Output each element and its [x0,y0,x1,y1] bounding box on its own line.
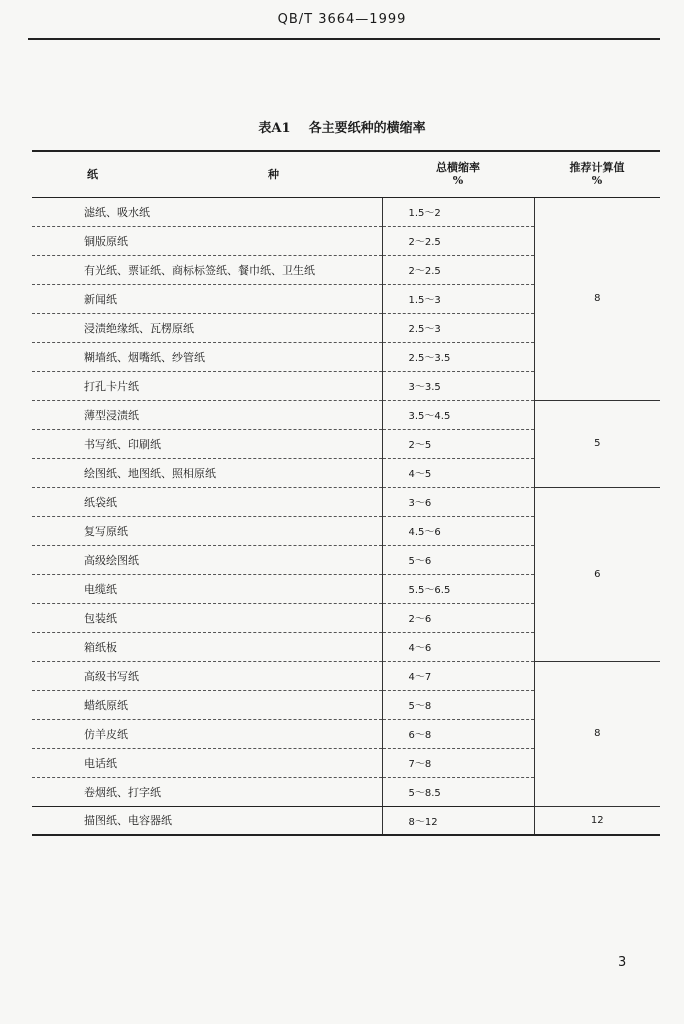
shrinkage-cell: 1.5～2 [382,197,534,226]
table-row [32,806,660,835]
paper-type-cell: 蜡纸原纸 [32,690,382,719]
table-row [32,400,660,429]
header-paper-type-char1: 纸 [87,167,98,181]
paper-type-cell: 有光纸、票证纸、商标标签纸、餐巾纸、卫生纸 [32,255,382,284]
header-recommended-value-label: 推荐计算值 [569,161,625,175]
paper-type-cell: 打孔卡片纸 [32,371,382,400]
shrinkage-cell: 3.5～4.5 [382,400,534,429]
table-caption [0,117,684,136]
paper-type-cell: 描图纸、电容器纸 [32,806,382,835]
paper-type-cell: 包装纸 [32,603,382,632]
paper-type-cell: 高级绘图纸 [32,545,382,574]
shrinkage-cell: 6～8 [382,719,534,748]
table-row [32,197,660,226]
paper-type-cell: 电缆纸 [32,574,382,603]
shrinkage-cell: 2～2.5 [382,226,534,255]
shrinkage-cell: 2～5 [382,429,534,458]
paper-type-cell: 绘图纸、地图纸、照相原纸 [32,458,382,487]
header-total-shrinkage-unit: % [452,174,464,188]
shrinkage-cell: 1.5～3 [382,284,534,313]
paper-type-cell: 薄型浸渍纸 [32,400,382,429]
shrinkage-cell: 5～6 [382,545,534,574]
shrinkage-cell: 2～2.5 [382,255,534,284]
paper-type-cell: 浸渍绝缘纸、瓦楞原纸 [32,313,382,342]
standard-code-header: QB/T 3664—1999 [277,12,407,27]
header-total-shrinkage [382,151,534,197]
shrinkage-cell: 5～8.5 [382,777,534,806]
header-total-shrinkage-label: 总横缩率 [436,161,480,175]
paper-type-cell: 纸袋纸 [32,487,382,516]
recommended-cell: 6 [534,487,660,661]
shrinkage-cell: 4.5～6 [382,516,534,545]
recommended-cell: 5 [534,400,660,487]
table-caption-number: 表A1 [258,121,291,136]
paper-type-cell: 铜版原纸 [32,226,382,255]
shrinkage-cell: 3～6 [382,487,534,516]
header-recommended-value-unit: % [591,174,603,188]
shrinkage-cell: 2～6 [382,603,534,632]
table-row [32,661,660,690]
shrinkage-cell: 4～5 [382,458,534,487]
table-header-row [32,151,660,197]
shrinkage-table [32,150,660,836]
shrinkage-cell: 4～7 [382,661,534,690]
header-recommended-value [534,151,660,197]
header-paper-type [32,151,382,197]
recommended-cell: 8 [534,197,660,400]
paper-type-cell: 糊墙纸、烟嘴纸、纱管纸 [32,342,382,371]
shrinkage-cell: 2.5～3 [382,313,534,342]
paper-type-cell: 书写纸、印刷纸 [32,429,382,458]
shrinkage-cell: 5～8 [382,690,534,719]
shrinkage-cell: 8～12 [382,806,534,835]
header-paper-type-char2: 种 [268,167,279,181]
shrinkage-cell: 5.5～6.5 [382,574,534,603]
header-rule [28,38,660,40]
table-caption-title: 各主要纸种的横缩率 [308,121,426,136]
recommended-cell: 8 [534,661,660,806]
shrinkage-cell: 4～6 [382,632,534,661]
paper-type-cell: 新闻纸 [32,284,382,313]
table-row [32,487,660,516]
paper-type-cell: 箱纸板 [32,632,382,661]
paper-type-cell: 复写原纸 [32,516,382,545]
paper-type-cell: 电话纸 [32,748,382,777]
shrinkage-cell: 3～3.5 [382,371,534,400]
paper-type-cell: 滤纸、吸水纸 [32,197,382,226]
page-number: 3 [618,955,627,970]
recommended-cell: 12 [534,806,660,835]
paper-type-cell: 卷烟纸、打字纸 [32,777,382,806]
shrinkage-cell: 7～8 [382,748,534,777]
paper-type-cell: 高级书写纸 [32,661,382,690]
shrinkage-cell: 2.5～3.5 [382,342,534,371]
paper-type-cell: 仿羊皮纸 [32,719,382,748]
